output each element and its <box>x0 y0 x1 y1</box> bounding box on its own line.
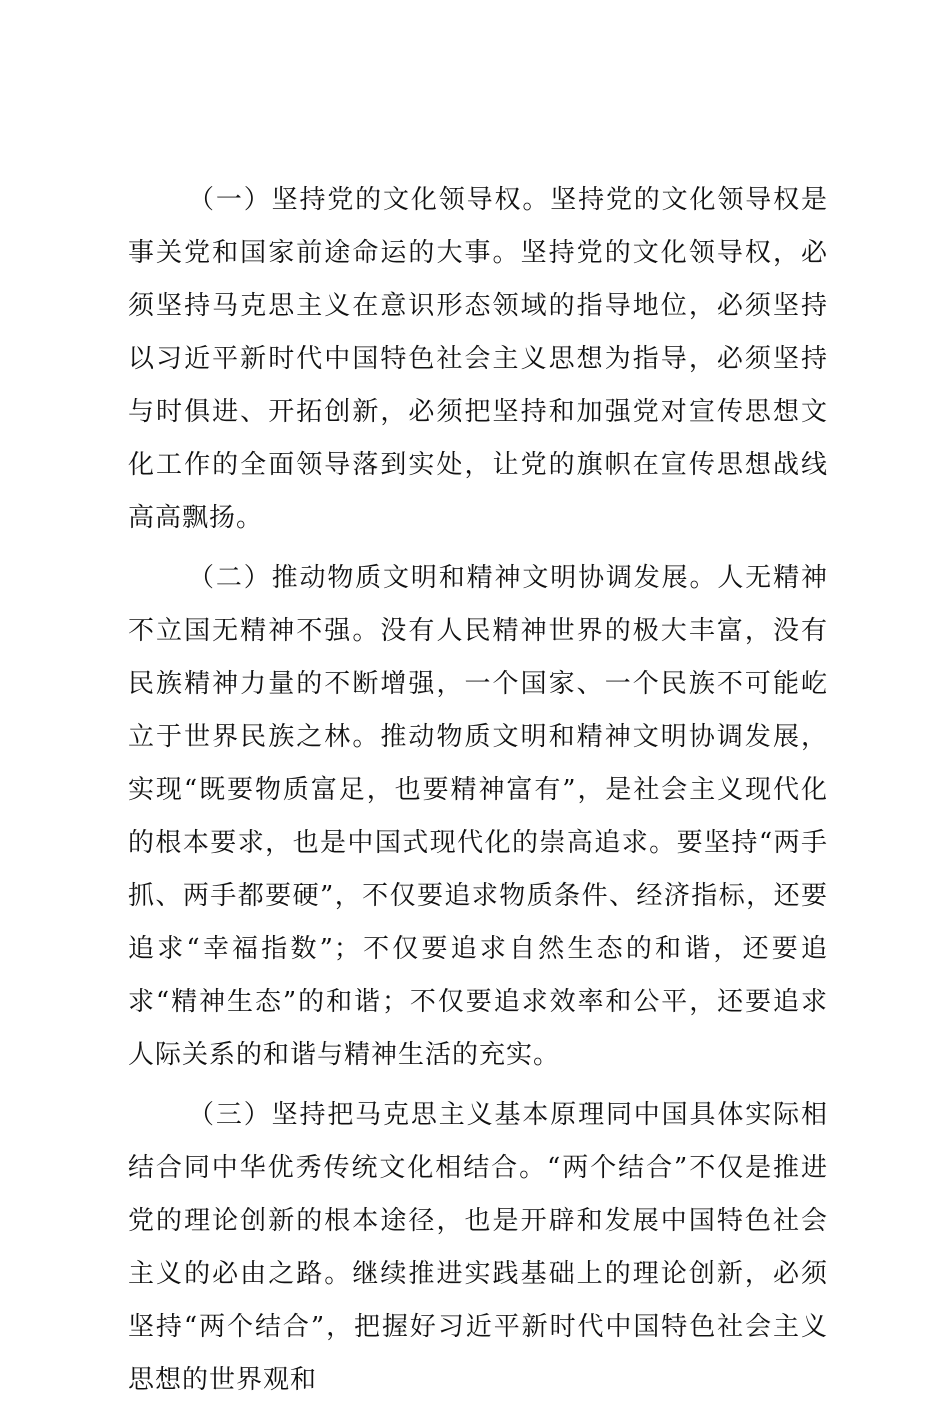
paragraph-3: （三）坚持把马克思主义基本原理同中国具体实际相结合同中华优秀传统文化相结合。“两个结合”不仅是推进党的理论创新的根本途径，也是开辟和发展中国特色社会主义的必由之路。继续推进实践基础上的理论创新，必须坚持“两个结合”，把握好习近平新时代中国特色社会主义思想的世界观和 <box>128 1100 828 1395</box>
paragraph-1: （一）坚持党的文化领导权。坚持党的文化领导权是事关党和国家前途命运的大事。坚持党的文化领导权，必须坚持马克思主义在意识形态领域的指导地位，必须坚持以习近平新时代中国特色社会主义思想为指导，必须坚持与时俱进、开拓创新，必须把坚持和加强党对宣传思想文化工作的全面领导落到实处，让党的旗帜在宣传思想战线高高飘扬。 <box>128 185 828 533</box>
document-body <box>128 174 828 1414</box>
paragraph-2: （二）推动物质文明和精神文明协调发展。人无精神不立国无精神不强。没有人民精神世界的极大丰富，没有民族精神力量的不断增强，一个国家、一个民族不可能屹立于世界民族之林。推动物质文明和精神文明协调发展，实现“既要物质富足，也要精神富有”，是社会主义现代化的根本要求，也是中国式现代化的崇高追求。要坚持“两手抓、两手都要硬”，不仅要追求物质条件、经济指标，还要追求“幸福指数”；不仅要追求自然生态的和谐，还要追求“精神生态”的和谐；不仅要追求效率和公平，还要追求人际关系的和谐与精神生活的充实。 <box>128 563 828 1070</box>
